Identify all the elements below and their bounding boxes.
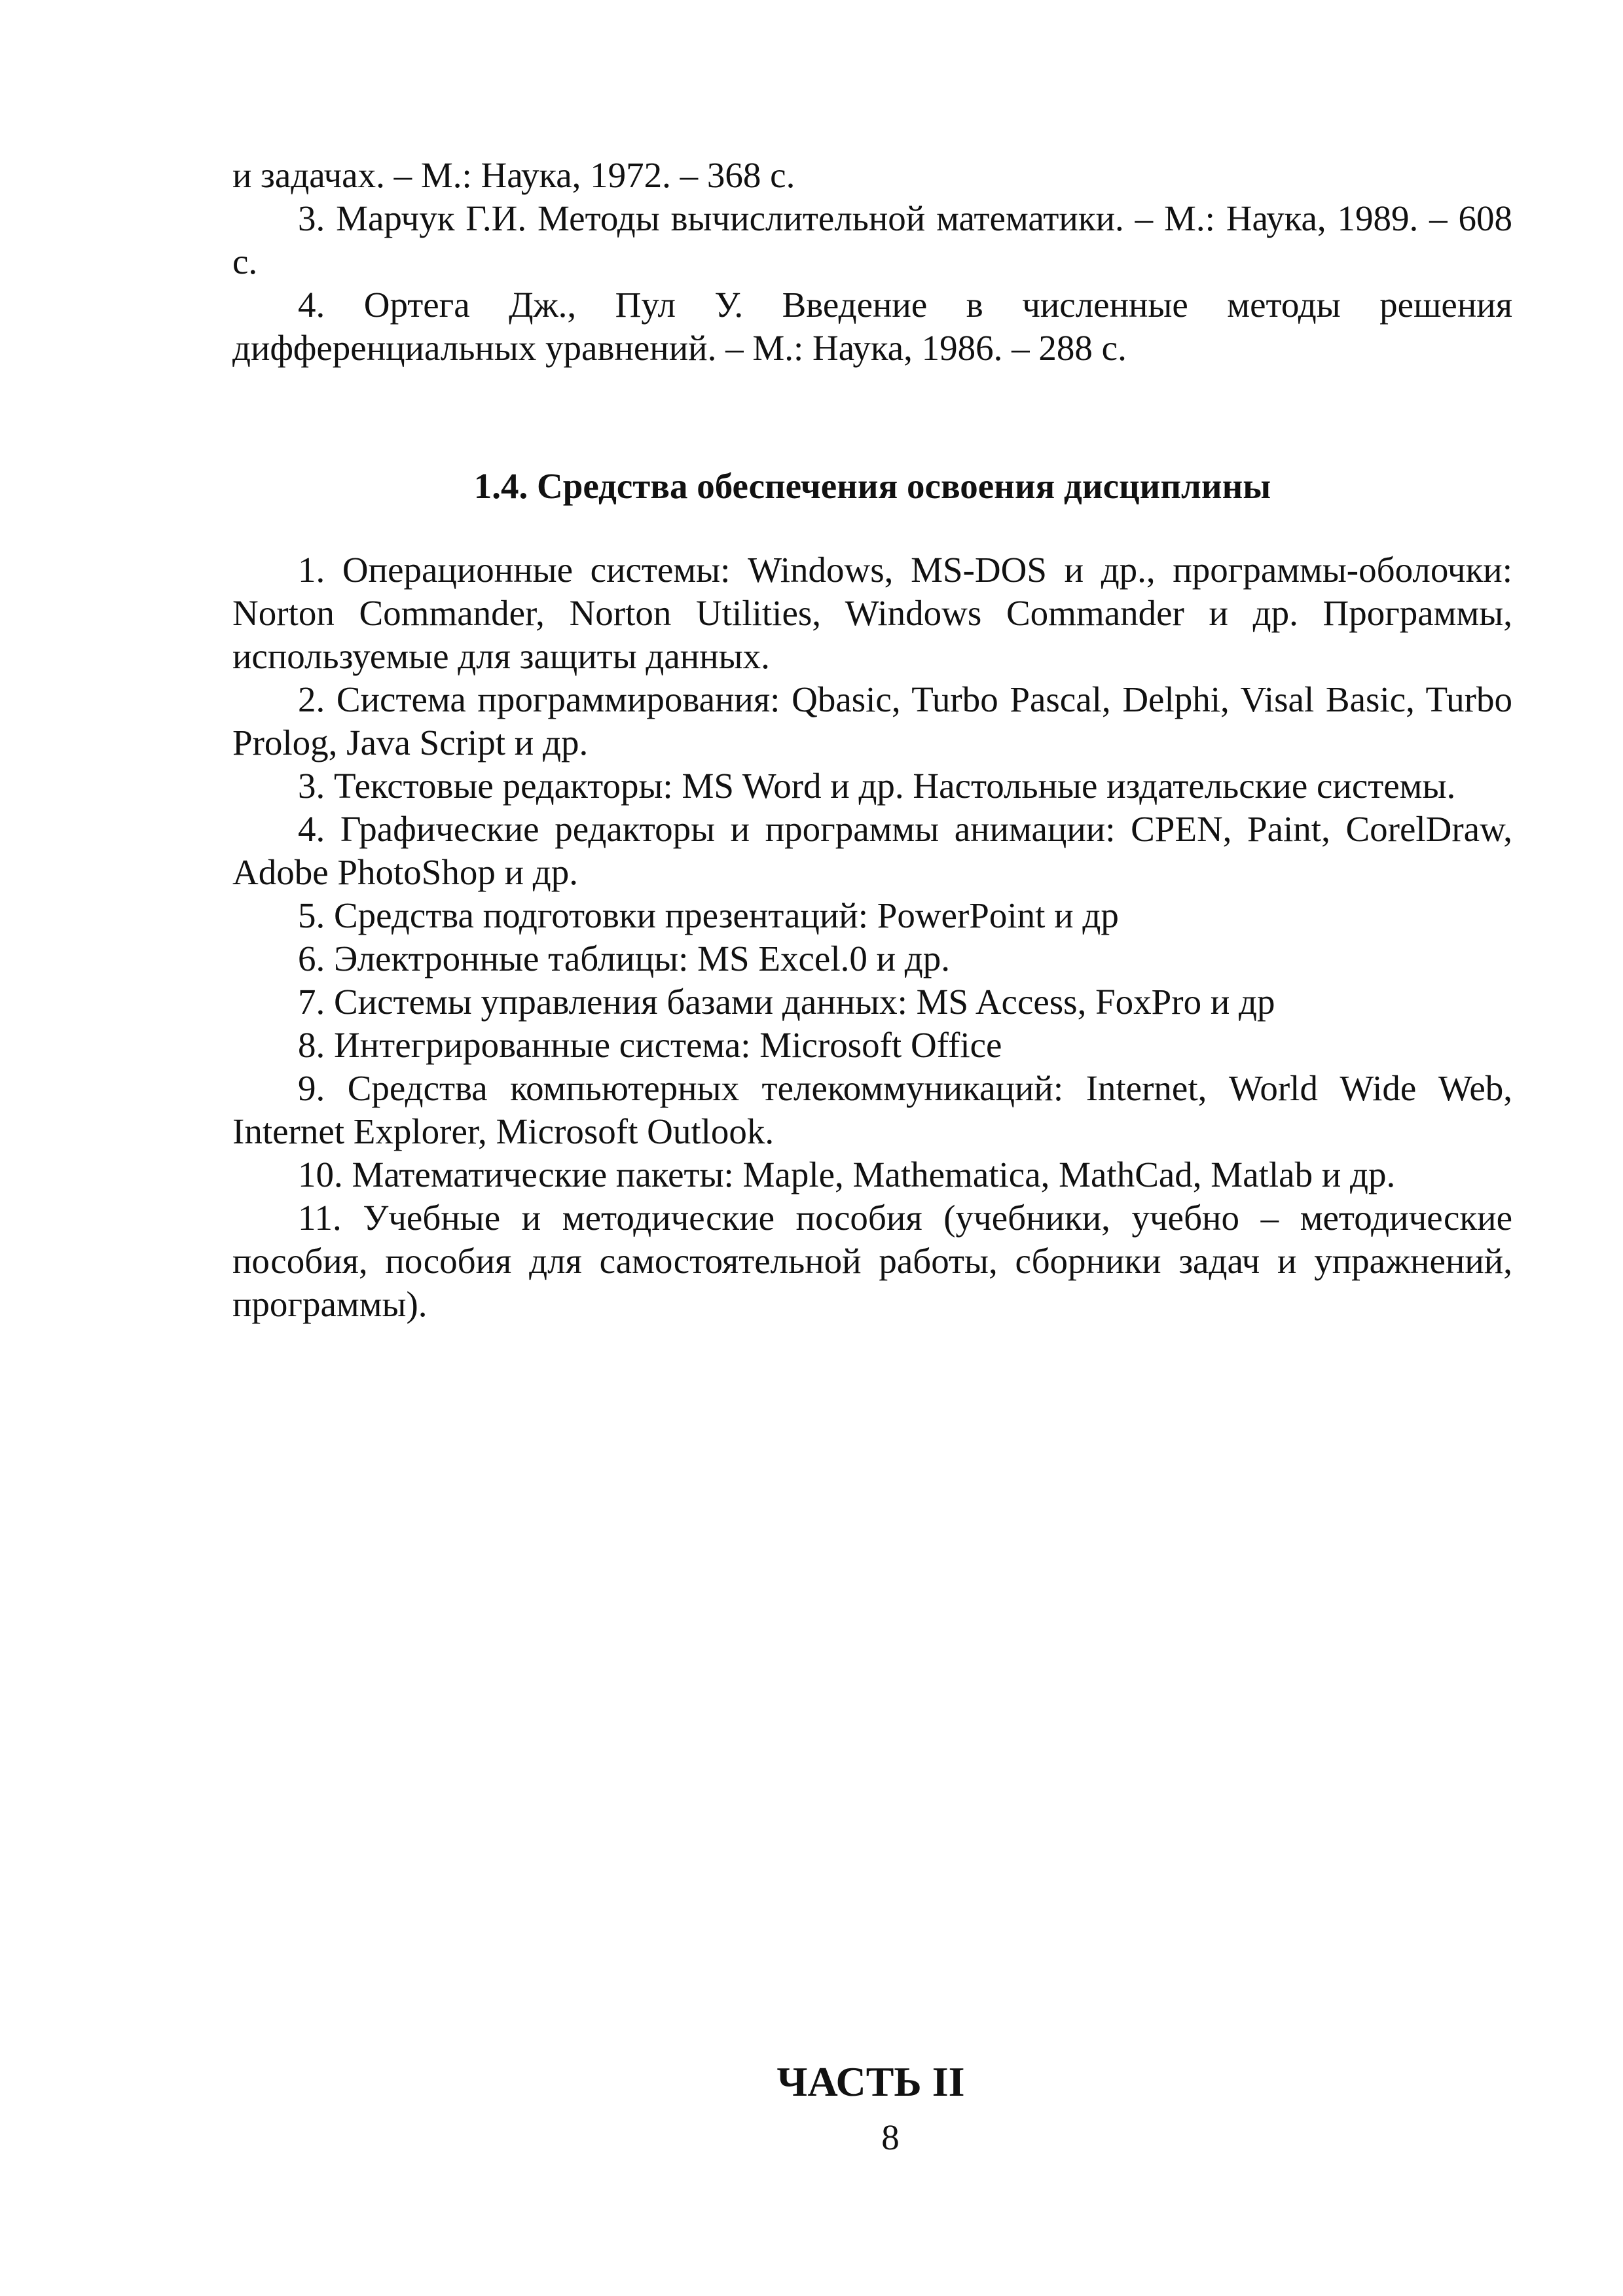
list-item: 5. Средства подготовки презентаций: PowerPoint и др [298,895,1119,935]
list-item: 8. Интегрированные система: Microsoft Office [298,1025,1002,1065]
list-item: 6. Электронные таблицы: MS Excel.0 и др. [298,939,951,978]
page-number: 8 [881,2117,900,2157]
reference-item-4: 4. Ортега Дж., Пул У. Введение в численные методы решения дифференциальных уравнений. – М.: Наука, 1986. – 288 с. [232,285,1512,368]
list-item: 3. Текстовые редакторы: MS Word и др. Настольные издательские системы. [298,766,1456,806]
list-item: 11. Учебные и методические пособия (учебники, учебно – методические пособия, пособия для самостоятельной работы, сборники задач и упражнений, программы). [232,1198,1512,1324]
part-title: ЧАСТЬ II [776,2058,965,2105]
list-item: 7. Системы управления базами данных: MS Access, FoxPro и др [298,982,1275,1022]
section-heading: 1.4. Средства обеспечения освоения дисциплины [473,466,1271,506]
section-items-list [232,548,1512,1326]
reference-item-3: 3. Марчук Г.И. Методы вычислительной математики. – М.: Наука, 1989. – 608 с. [232,198,1512,281]
list-item: 10. Математические пакеты: Maple, Mathematica, MathCad, Matlab и др. [298,1155,1396,1194]
reference-fragment: и задачах. – М.: Наука, 1972. – 368 с. [232,155,795,195]
list-item: 2. Система программирования: Qbasic, Turbo Pascal, Delphi, Visal Basic, Turbo Prolog, Java Script и др. [232,679,1512,762]
list-item: 1. Операционные системы: Windows, MS-DOS и др., программы-оболочки: Norton Commander, Norton Utilities, Windows Commander и др. Программы, используемые для защиты данных. [232,550,1512,676]
list-item: 9. Средства компьютерных телекоммуникаций: Internet, World Wide Web, Internet Explorer, Microsoft Outlook. [232,1068,1512,1151]
list-item: 4. Графические редакторы и программы анимации: CPEN, Paint, CorelDraw, Adobe PhotoShop и др. [232,809,1512,892]
references-continuation [232,154,1512,370]
